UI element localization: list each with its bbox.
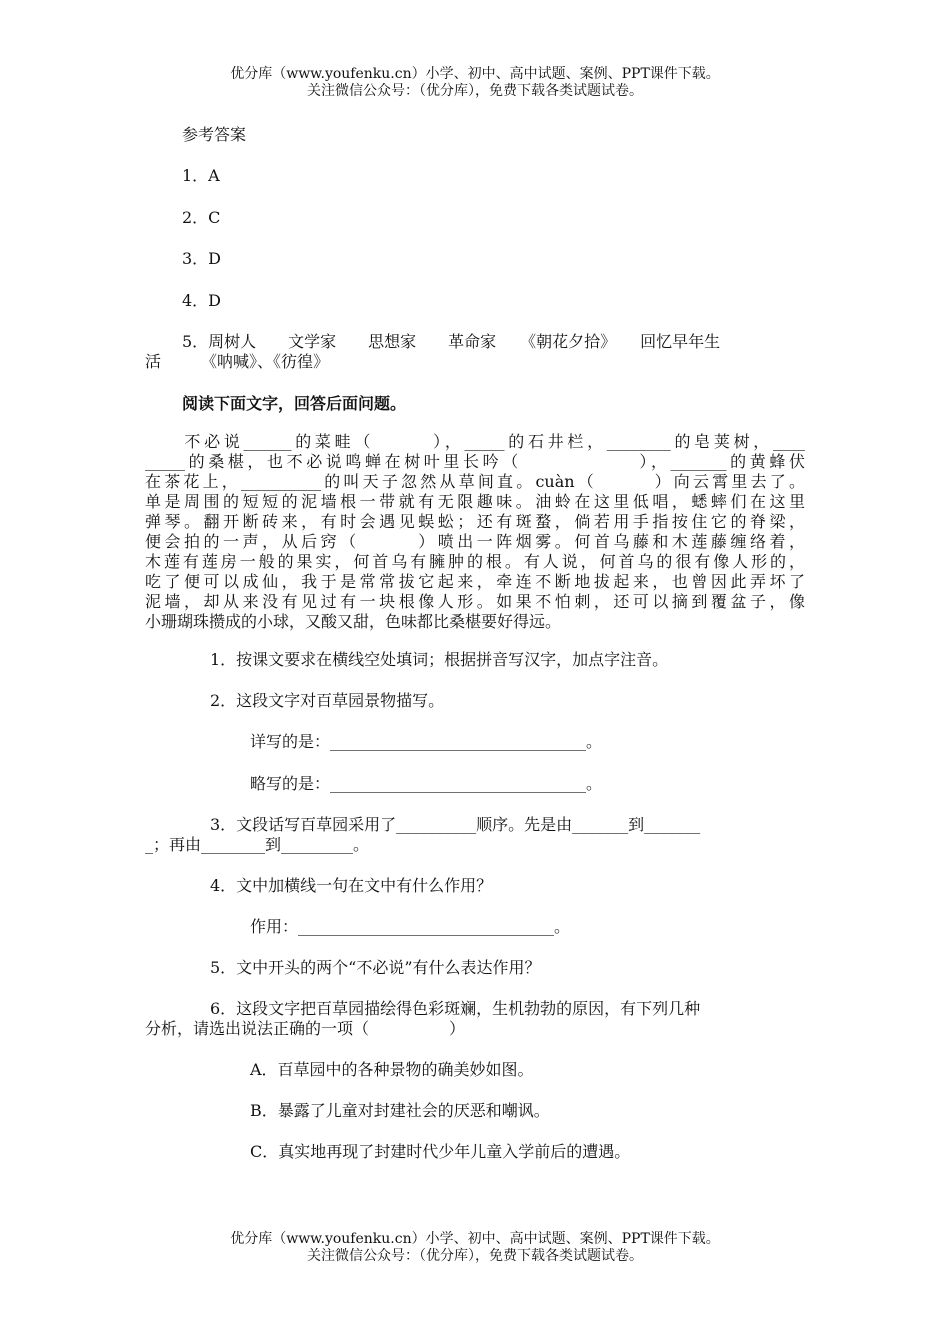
page-footer [0,1231,950,1265]
passage-line: 吃了便可以成仙，我于是常常拔它起来，牵连不断地拔起来，也曾因此弄坏了 [145,572,805,591]
reading-instruction: 阅读下面文字，回答后面问题。 [182,394,407,413]
passage-line: 小珊瑚珠攒成的小球，又酸又甜，色味都比桑椹要好得远。 [145,612,562,631]
question-3-line-2: _；再由________到_________。 [145,835,370,854]
passage-line: _____的桑椹，也不必说鸣蝉在树叶里长吟（ ），_______的黄蜂伏 [145,452,805,471]
option-b: B．暴露了儿童对封建社会的厌恶和嘲讽。 [250,1101,550,1120]
footer-line-2: 关注微信公众号：（优分库），免费下载各类试题试卷。 [307,1248,643,1264]
passage-line: 木莲有莲房一般的果实，何首乌有臃肿的根。有人说，何首乌的很有像人形的， [145,552,805,571]
question-6-line-2: 分析，请选出说法正确的一项（ ） [145,1019,466,1038]
answer-item-5-line-2: 活 《呐喊》、《彷徨》 [145,352,330,371]
question-4: 4．文中加横线一句在文中有什么作用？ [210,876,493,895]
question-2: 2．这段文字对百草园景物描写。 [210,691,445,710]
header-line-1: 优分库（www.youfenku.cn）小学、初中、高中试题、案例、PPT课件下载。 [230,66,720,82]
answer-item-5-line-1: 5．周树人 文学家 思想家 革命家 《朝花夕拾》 回忆早年生 [182,332,721,351]
page-header [0,66,950,100]
question-1: 1．按课文要求在横线空处填词；根据拼音写汉字，加点字注音。 [210,650,669,669]
question-2-detail: 详写的是：________________________________。 [250,732,603,751]
question-2-brief: 略写的是：________________________________。 [250,774,603,793]
passage-line: 不必说______的菜畦（ ），_____的石井栏，________的皂荚树，____ [145,432,805,451]
passage-line: 在茶花上，__________的叫天子忽然从草间直。cuàn（ ）向云霄里去了。 [145,472,805,491]
question-6-line-1: 6．这段文字把百草园描绘得色彩斑斓，生机勃勃的原因，有下列几种 [210,999,701,1018]
passage-line: 便会拍的一声，从后窍（ ）喷出一阵烟雾。何首乌藤和木莲藤缠络着， [145,532,805,551]
question-4-answer: 作用：________________________________。 [250,917,571,936]
answer-item-3: 3．D [182,249,222,268]
answer-item-2: 2．C [182,208,221,227]
answers-title: 参考答案 [182,125,247,144]
option-a: A．百草园中的各种景物的确美妙如图。 [250,1060,534,1079]
passage-line: 弹琴。翻开断砖来，有时会遇见蜈蚣；还有斑蝥，倘若用手指按住它的脊梁， [145,512,805,531]
answer-item-4: 4．D [182,291,222,310]
answer-item-1: 1．A [182,166,220,185]
header-line-2: 关注微信公众号：（优分库），免费下载各类试题试卷。 [307,83,643,99]
footer-line-1: 优分库（www.youfenku.cn）小学、初中、高中试题、案例、PPT课件下载。 [230,1231,720,1247]
question-5: 5．文中开头的两个“不必说”有什么表达作用？ [210,958,541,977]
option-c: C．真实地再现了封建时代少年儿童入学前后的遭遇。 [250,1142,631,1161]
passage-line: 泥墙，却从来没有见过有一块根像人形。如果不怕刺，还可以摘到覆盆子，像 [145,592,805,611]
reading-passage [145,432,805,632]
passage-line: 单是周围的短短的泥墙根一带就有无限趣味。油蛉在这里低唱，蟋蟀们在这里 [145,492,805,511]
question-3-line-1: 3．文段话写百草园采用了__________顺序。先是由_______到_______ [210,815,701,834]
